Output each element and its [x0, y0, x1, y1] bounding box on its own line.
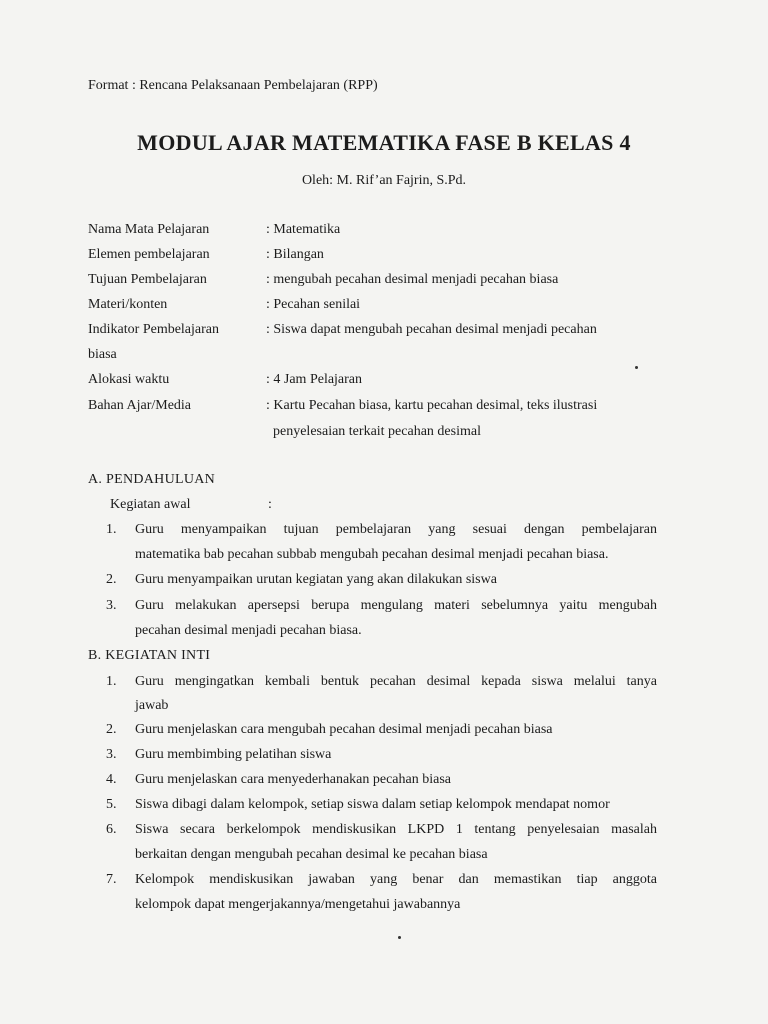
format-line: Format : Rencana Pelaksanaan Pembelajaran (RPP)	[88, 78, 378, 93]
meta-value: : Siswa dapat mengubah pecahan desimal menjadi pecahan	[266, 322, 597, 337]
meta-label: Bahan Ajar/Media	[88, 398, 192, 413]
meta-label: biasa	[88, 347, 117, 362]
meta-value: : Kartu Pecahan biasa, kartu pecahan desimal, teks ilustrasi	[266, 398, 598, 413]
list-item-line: Guru menyampaikan urutan kegiatan yang akan dilakukan siswa	[135, 572, 497, 587]
list-number: 4.	[106, 772, 117, 787]
meta-value: : mengubah pecahan desimal menjadi pecahan biasa	[266, 272, 559, 287]
list-item-line: Kelompok mendiskusikan jawaban yang benar dan memastikan tiap anggota	[135, 872, 657, 887]
list-number: 1.	[106, 522, 117, 537]
list-item-line: Guru melakukan apersepsi berupa mengulang materi sebelumnya yaitu mengubah	[135, 598, 657, 613]
section-title: A. PENDAHULUAN	[88, 472, 216, 487]
list-item-line: Guru mengingatkan kembali bentuk pecahan desimal kepada siswa melalui tanya	[135, 674, 657, 689]
section-title: B. KEGIATAN INTI	[88, 648, 211, 663]
list-number: 6.	[106, 822, 117, 837]
list-item-line: jawab	[135, 698, 169, 713]
meta-label: Elemen pembelajaran	[88, 247, 210, 262]
list-item-line: Siswa dibagi dalam kelompok, setiap siswa dalam setiap kelompok mendapat nomor	[135, 797, 610, 812]
meta-value: : Matematika	[266, 222, 341, 237]
list-number: 7.	[106, 872, 117, 887]
meta-label: Materi/konten	[88, 297, 168, 312]
list-item-line: pecahan desimal menjadi pecahan biasa.	[135, 623, 362, 638]
author-line: Oleh: M. Rif’an Fajrin, S.Pd.	[301, 173, 467, 188]
list-item-line: Guru membimbing pelatihan siswa	[135, 747, 332, 762]
list-item-line: berkaitan dengan mengubah pecahan desimal ke pecahan biasa	[135, 847, 488, 862]
section-subtitle: Kegiatan awal	[110, 497, 191, 512]
meta-value: : Pecahan senilai	[266, 297, 361, 312]
scan-speck	[635, 366, 638, 369]
meta-value-continuation: penyelesaian terkait pecahan desimal	[273, 424, 481, 439]
list-item-line: Guru menjelaskan cara mengubah pecahan desimal menjadi pecahan biasa	[135, 722, 553, 737]
list-item-line: Guru menjelaskan cara menyederhanakan pecahan biasa	[135, 772, 452, 787]
meta-label: Alokasi waktu	[88, 372, 170, 387]
meta-value: : 4 Jam Pelajaran	[266, 372, 363, 387]
scan-speck	[398, 936, 401, 939]
meta-label: Nama Mata Pelajaran	[88, 222, 210, 237]
list-number: 1.	[106, 674, 117, 689]
list-number: 2.	[106, 722, 117, 737]
list-number: 3.	[106, 747, 117, 762]
list-number: 2.	[106, 572, 117, 587]
list-number: 3.	[106, 598, 117, 613]
meta-label: Tujuan Pembelajaran	[88, 272, 207, 287]
list-item-line: Siswa secara berkelompok mendiskusikan LKPD 1 tentang penyelesaian masalah	[135, 822, 657, 837]
subtitle-colon: :	[268, 497, 272, 512]
meta-value: : Bilangan	[266, 247, 324, 262]
list-number: 5.	[106, 797, 117, 812]
meta-label: Indikator Pembelajaran	[88, 322, 220, 337]
list-item-line: matematika bab pecahan subbab mengubah pecahan desimal menjadi pecahan biasa.	[135, 547, 609, 562]
list-item-line: Guru menyampaikan tujuan pembelajaran yang sesuai dengan pembelajaran	[135, 522, 657, 537]
list-item-line: kelompok dapat mengerjakannya/mengetahui jawabannya	[135, 897, 461, 912]
document-title: MODUL AJAR MATEMATIKA FASE B KELAS 4	[137, 130, 631, 155]
